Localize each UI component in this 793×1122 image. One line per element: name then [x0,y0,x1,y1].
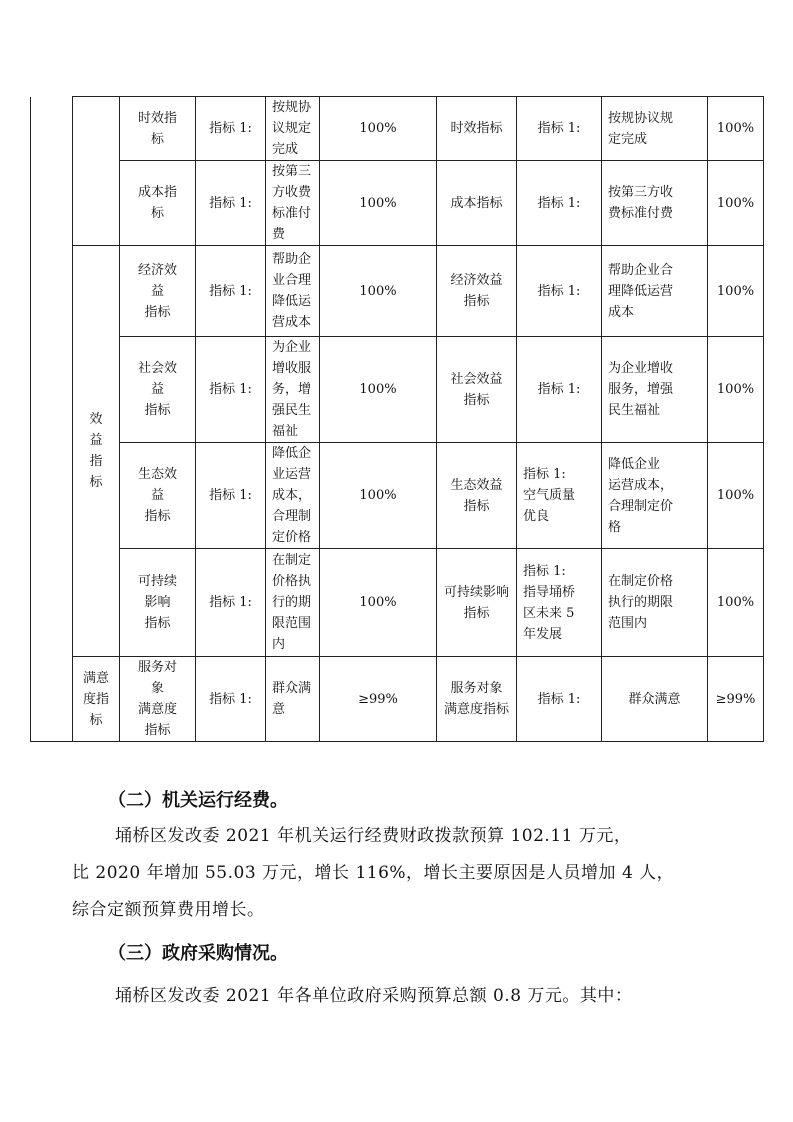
table-level1-cell: 效 益 指 标 [73,246,120,657]
table-cell-description-b: 降低企业 运营成本， 合理制定价 格 [602,443,708,549]
table-cell-value: 100% [320,161,437,246]
table-cell-description-b: 群众满意 [602,657,708,742]
table-cell-description: 按规协 议规定 完成 [266,97,320,161]
table-cell-indicator-b: 指标 1: [517,246,602,337]
table-cell-indicator-b: 指标 1: 指导埇桥 区未来 5 年发展 [517,549,602,657]
table-cell-indicator-b: 指标 1: [517,161,602,246]
table-cell-level2-b: 服务对象 满意度指标 [437,657,517,742]
table-cell-value: 100% [320,97,437,161]
table-cell-description-b: 为企业增收 服务，增强 民生福祉 [602,337,708,443]
table-cell-description: 群众满 意 [266,657,320,742]
table-level1-cell [73,97,120,246]
table-cell-level2: 可持续 影响 指标 [120,549,196,657]
table-cell-description: 帮助企 业合理 降低运 营成本 [266,246,320,337]
table-cell-level2: 成本指 标 [120,161,196,246]
table-cell-indicator: 指标 1: [196,161,266,246]
table-cell-level2: 生态效 益 指标 [120,443,196,549]
table-cell-indicator: 指标 1: [196,337,266,443]
table-cell-description-b: 按第三方收 费标准付费 [602,161,708,246]
paragraph-line: 综合定额预算费用增长。 [72,900,265,920]
table-cell-value: 100% [320,337,437,443]
table-cell-level2: 社会效 益 指标 [120,337,196,443]
table-cell-indicator-b: 指标 1: [517,97,602,161]
paragraph-line: 埇桥区发改委 2021 年各单位政府采购预算总额 0.8 万元。其中： [115,986,633,1006]
table-cell-level2-b: 时效指标 [437,97,517,161]
performance-indicator-table [30,96,764,742]
table-cell-indicator: 指标 1: [196,657,266,742]
section-heading-operating-expenses: （二）机关运行经费。 [108,790,288,811]
table-cell-description: 降低企 业运营 成本， 合理制 定价格 [266,443,320,549]
table-cell-description-b: 帮助企业合 理降低运营 成本 [602,246,708,337]
paragraph-line: 比 2020 年增加 55.03 万元，增长 116%，增长主要原因是人员增加 4 人， [72,863,675,883]
table-cell-value: 100% [320,246,437,337]
table-left-margin-cell [31,97,73,742]
table-cell-value: 100% [320,549,437,657]
table-cell-value-b: 100% [708,549,764,657]
table-cell-value: ≥99% [320,657,437,742]
table-cell-level2-b: 社会效益 指标 [437,337,517,443]
table-cell-value-b: ≥99% [708,657,764,742]
table-cell-description: 在制定 价格执 行的期 限范围 内 [266,549,320,657]
table-cell-level2-b: 成本指标 [437,161,517,246]
table-cell-value-b: 100% [708,337,764,443]
table-cell-description-b: 按规协议规 定完成 [602,97,708,161]
table-cell-level2-b: 可持续影响 指标 [437,549,517,657]
table-cell-level2: 服务对 象 满意度 指标 [120,657,196,742]
table-cell-value-b: 100% [708,161,764,246]
table-cell-indicator: 指标 1: [196,443,266,549]
table-cell-indicator: 指标 1: [196,549,266,657]
table-cell-description: 按第三 方收费 标准付 费 [266,161,320,246]
table-cell-indicator: 指标 1: [196,246,266,337]
table-cell-value-b: 100% [708,443,764,549]
table-cell-level2: 经济效 益 指标 [120,246,196,337]
table-cell-description-b: 在制定价格 执行的期限 范围内 [602,549,708,657]
paragraph-line: 埇桥区发改委 2021 年机关运行经费财政拨款预算 102.11 万元， [115,826,632,846]
table-cell-level2-b: 经济效益 指标 [437,246,517,337]
table-cell-indicator-b: 指标 1: 空气质量 优良 [517,443,602,549]
table-cell-indicator: 指标 1: [196,97,266,161]
table-cell-description: 为企业 增收服 务，增 强民生 福祉 [266,337,320,443]
table-cell-indicator-b: 指标 1: [517,657,602,742]
table-cell-value-b: 100% [708,97,764,161]
table-cell-level2: 时效指 标 [120,97,196,161]
section-heading-procurement: （三）政府采购情况。 [108,943,288,964]
table-cell-value-b: 100% [708,246,764,337]
table-cell-level2-b: 生态效益 指标 [437,443,517,549]
table-level1-cell: 满意 度指 标 [73,657,120,742]
table-cell-indicator-b: 指标 1: [517,337,602,443]
table-cell-value: 100% [320,443,437,549]
